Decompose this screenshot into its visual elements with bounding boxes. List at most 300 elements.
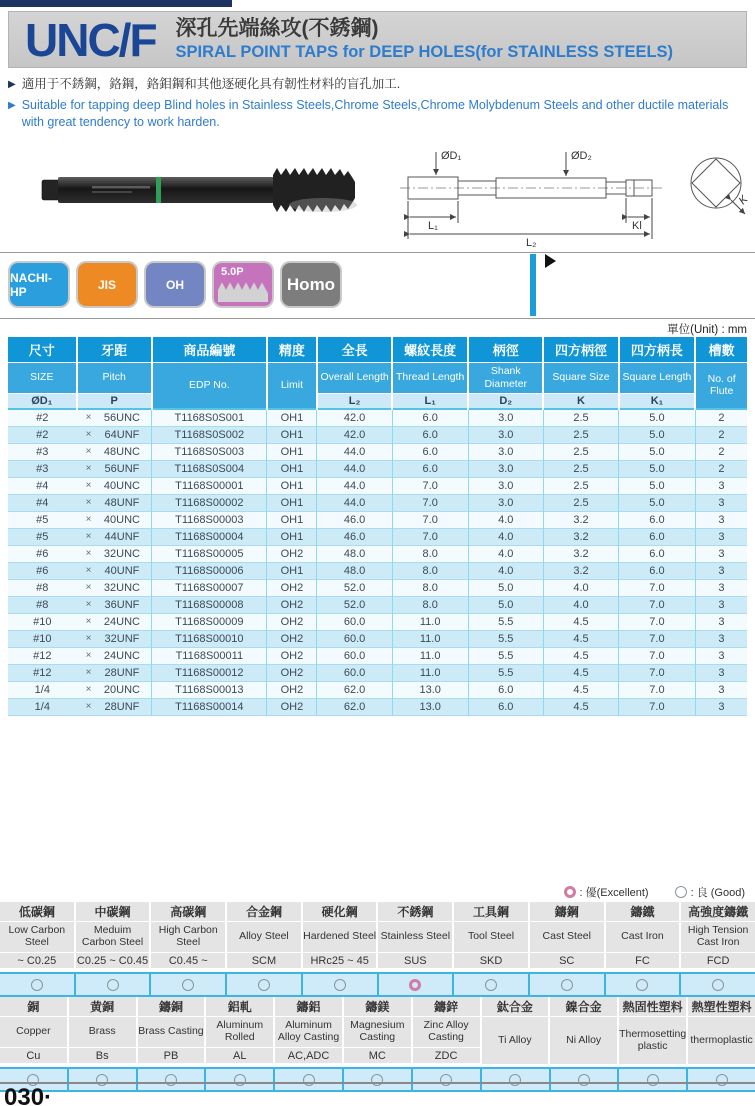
material-column [378, 902, 452, 969]
square-length-cell: 5.0 [619, 443, 696, 460]
flute-cell: 3 [695, 494, 747, 511]
bullet-arrow-icon: ▶ [8, 99, 16, 111]
material-mark-cell [454, 974, 530, 995]
pitch-cell [77, 494, 152, 511]
material-name-en: Ti Alloy [482, 1016, 549, 1064]
material-mark-cell [0, 974, 76, 995]
dim-label-d1: ØD₁ [441, 150, 462, 162]
material-name-zh: 鑄銅 [138, 997, 205, 1016]
col-header-en: Shank Diameter [468, 362, 543, 393]
square-size-cell: 2.5 [543, 426, 618, 443]
flute-cell: 3 [695, 664, 747, 681]
thread-length-cell: 11.0 [392, 664, 468, 681]
table-row [8, 613, 747, 630]
table-row [8, 647, 747, 664]
legend-label: : 良 (Good) [690, 887, 745, 899]
pitch-value [77, 497, 152, 509]
pointer-triangle-icon [545, 254, 556, 268]
bullet-arrow-icon: ▶ [8, 79, 16, 90]
col-header-zh: 四方柄徑 [543, 337, 618, 362]
good-mark-icon [485, 979, 497, 991]
limit-cell: OH2 [267, 698, 317, 715]
size-cell: #5 [8, 528, 77, 545]
limit-cell: OH1 [267, 494, 317, 511]
material-name-en: Low Carbon Steel [0, 921, 74, 952]
square-length-cell: 7.0 [619, 647, 696, 664]
size-cell: #3 [8, 443, 77, 460]
square-size-cell: 2.5 [543, 409, 618, 426]
multiply-sign: × [85, 633, 92, 644]
rating-legend [564, 884, 745, 900]
material-column [275, 997, 342, 1064]
pitch-cell [77, 681, 152, 698]
material-code: AL [206, 1047, 273, 1063]
multiply-sign: × [85, 565, 92, 576]
material-mark-cell [482, 1069, 551, 1090]
material-code: FCD [681, 952, 755, 968]
limit-cell: OH1 [267, 426, 317, 443]
pitch-cell [77, 613, 152, 630]
material-column [550, 997, 617, 1064]
size-cell: #10 [8, 613, 77, 630]
size-cell: #2 [8, 426, 77, 443]
good-mark-icon [561, 979, 573, 991]
square-length-cell: 6.0 [619, 511, 696, 528]
square-length-cell: 5.0 [619, 460, 696, 477]
good-mark-icon [636, 979, 648, 991]
badge-label: OH [166, 277, 184, 292]
overall-length-cell: 60.0 [317, 630, 392, 647]
square-length-cell: 6.0 [619, 528, 696, 545]
material-name-en: Cast Steel [530, 921, 604, 952]
pitch-text: 24UNC [103, 615, 140, 628]
table-row [8, 579, 747, 596]
col-header-zh: 槽數 [695, 337, 747, 362]
shank-dia-cell: 5.5 [468, 664, 543, 681]
pitch-text: 24UNC [103, 649, 140, 662]
material-column [138, 997, 205, 1064]
pitch-cell [77, 545, 152, 562]
pitch-value [77, 514, 152, 526]
multiply-sign: × [85, 684, 92, 695]
thread-length-cell: 8.0 [392, 579, 468, 596]
legend-label: : 優(Excellent) [579, 887, 649, 899]
limit-cell: OH1 [267, 511, 317, 528]
thread-length-cell: 6.0 [392, 443, 468, 460]
limit-cell: OH1 [267, 460, 317, 477]
multiply-sign: × [85, 667, 92, 678]
overall-length-cell: 44.0 [317, 494, 392, 511]
material-name-en: Thermosetting plastic [619, 1016, 686, 1064]
pitch-value [77, 701, 152, 713]
materials-table-nonferrous [0, 997, 755, 1092]
material-name-en: Meduim Carbon Steel [76, 921, 150, 952]
edp-cell: T1168S0S004 [152, 460, 267, 477]
pitch-value [77, 531, 152, 543]
overall-length-cell: 62.0 [317, 681, 392, 698]
col-header-symbol: L₁ [392, 393, 468, 409]
material-column [619, 997, 686, 1064]
square-length-cell: 7.0 [619, 596, 696, 613]
size-cell: #6 [8, 545, 77, 562]
col-header-en: Pitch [77, 362, 152, 393]
flute-cell: 3 [695, 562, 747, 579]
thread-length-cell: 8.0 [392, 562, 468, 579]
square-length-cell: 7.0 [619, 681, 696, 698]
material-column [344, 997, 411, 1064]
thread-length-cell: 13.0 [392, 681, 468, 698]
pitch-text: 56UNF [104, 462, 140, 475]
shank-dia-cell: 4.0 [468, 562, 543, 579]
overall-length-cell: 42.0 [317, 426, 392, 443]
thread-length-cell: 7.0 [392, 511, 468, 528]
material-name-zh: 硬化鋼 [303, 902, 377, 921]
shank-dia-cell: 6.0 [468, 681, 543, 698]
pitch-cell [77, 443, 152, 460]
table-row [8, 409, 747, 426]
pitch-text: 32UNC [103, 547, 140, 560]
col-header-symbol: D₂ [468, 393, 543, 409]
pitch-text: 56UNC [103, 411, 140, 424]
shank-dia-cell: 5.0 [468, 579, 543, 596]
material-name-zh: 鈦合金 [482, 997, 549, 1016]
materials-grid [0, 997, 755, 1064]
pitch-text: 32UNC [103, 581, 140, 594]
pitch-cell [77, 562, 152, 579]
pitch-value [77, 429, 152, 441]
dim-label-l1: L₁ [428, 220, 438, 232]
pitch-text: 48UNF [104, 496, 140, 509]
col-header-zh: 四方柄長 [619, 337, 696, 362]
tap-dimension-drawing [398, 143, 750, 251]
limit-cell: OH2 [267, 596, 317, 613]
material-name-en: High Carbon Steel [151, 921, 225, 952]
material-name-zh: 熱塑性塑料 [688, 997, 755, 1016]
multiply-sign: × [85, 599, 92, 610]
material-mark-cell [151, 974, 227, 995]
material-name-en: Hardened Steel [303, 921, 377, 952]
product-code: UNC/F [25, 13, 156, 66]
spec-table [8, 337, 747, 716]
flute-cell: 2 [695, 460, 747, 477]
overall-length-cell: 60.0 [317, 664, 392, 681]
pitch-value [77, 616, 152, 628]
overall-length-cell: 44.0 [317, 443, 392, 460]
flute-cell: 3 [695, 596, 747, 613]
square-length-cell: 7.0 [619, 630, 696, 647]
material-name-en: Copper [0, 1016, 67, 1047]
limit-cell: OH2 [267, 664, 317, 681]
table-row [8, 426, 747, 443]
edp-cell: T1168S00009 [152, 613, 267, 630]
col-header-en: Thread Length [392, 362, 468, 393]
material-mark-cell [69, 1069, 138, 1090]
legend-good [675, 884, 745, 900]
col-header-en: EDP No. [152, 362, 267, 409]
flute-cell: 3 [695, 579, 747, 596]
material-code: ~ C0.25 [0, 952, 74, 968]
pitch-cell [77, 596, 152, 613]
edp-cell: T1168S00003 [152, 511, 267, 528]
material-name-zh: 不銹鋼 [378, 902, 452, 921]
material-column [688, 997, 755, 1064]
edp-cell: T1168S00013 [152, 681, 267, 698]
overall-length-cell: 60.0 [317, 613, 392, 630]
multiply-sign: × [85, 582, 92, 593]
pitch-cell [77, 426, 152, 443]
edp-cell: T1168S00006 [152, 562, 267, 579]
material-mark-cell [138, 1069, 207, 1090]
edp-cell: T1168S00002 [152, 494, 267, 511]
material-column [206, 997, 273, 1064]
edp-cell: T1168S00012 [152, 664, 267, 681]
dim-label-d2: ØD₂ [571, 150, 592, 162]
unit-note: 單位(Unit) : mm [667, 324, 747, 336]
limit-cell: OH2 [267, 630, 317, 647]
pitch-value [77, 633, 152, 645]
size-cell: #3 [8, 460, 77, 477]
col-header-en: Limit [267, 362, 317, 409]
material-code: SKD [454, 952, 528, 968]
badge-oh [144, 261, 206, 308]
shank-dia-cell: 3.0 [468, 494, 543, 511]
material-name-en: Zinc Alloy Casting [413, 1016, 480, 1047]
material-name-zh: 高碳鋼 [151, 902, 225, 921]
pitch-value [77, 565, 152, 577]
multiply-sign: × [85, 446, 92, 457]
pitch-value [77, 667, 152, 679]
multiply-sign: × [85, 548, 92, 559]
material-code: AC,ADC [275, 1047, 342, 1063]
good-mark-icon [107, 979, 119, 991]
overall-length-cell: 44.0 [317, 460, 392, 477]
size-cell: 1/4 [8, 698, 77, 715]
material-code: MC [344, 1047, 411, 1063]
material-column [227, 902, 301, 969]
badge-jis [76, 261, 138, 308]
shank-dia-cell: 4.0 [468, 528, 543, 545]
col-header-zh: 商品編號 [152, 337, 267, 362]
pitch-cell [77, 664, 152, 681]
badge-label: NACHI-HP [10, 270, 52, 299]
pitch-value [77, 446, 152, 458]
multiply-sign: × [85, 480, 92, 491]
flute-cell: 3 [695, 511, 747, 528]
material-name-zh: 鎳合金 [550, 997, 617, 1016]
material-mark-cell [344, 1069, 413, 1090]
material-name-zh: 銅 [0, 997, 67, 1016]
overall-length-cell: 48.0 [317, 545, 392, 562]
title-chinese: 深孔先端絲攻(不銹鋼) [175, 17, 379, 41]
material-code: Bs [69, 1047, 136, 1063]
col-header-zh: 牙距 [77, 337, 152, 362]
size-cell: #12 [8, 664, 77, 681]
material-column [0, 997, 67, 1064]
badge-label: JIS [97, 277, 116, 292]
material-code: SC [530, 952, 604, 968]
flute-cell: 3 [695, 477, 747, 494]
material-code: PB [138, 1047, 205, 1063]
material-name-zh: 黄銅 [69, 997, 136, 1016]
square-size-cell: 2.5 [543, 494, 618, 511]
pitch-text: 40UNC [103, 513, 140, 526]
square-size-cell: 3.2 [543, 528, 618, 545]
table-row [8, 494, 747, 511]
legend-excellent [564, 884, 649, 900]
limit-cell: OH1 [267, 528, 317, 545]
pitch-cell [77, 460, 152, 477]
shank-dia-cell: 3.0 [468, 460, 543, 477]
material-mark-cell [530, 974, 606, 995]
square-size-cell: 2.5 [543, 460, 618, 477]
overall-length-cell: 52.0 [317, 579, 392, 596]
material-name-en: thermoplastic [688, 1016, 755, 1064]
size-cell: #12 [8, 647, 77, 664]
thread-length-cell: 6.0 [392, 460, 468, 477]
material-column [681, 902, 755, 969]
flute-cell: 2 [695, 409, 747, 426]
col-header-en: Square Size [543, 362, 618, 393]
overall-length-cell: 46.0 [317, 511, 392, 528]
good-mark-icon [31, 979, 43, 991]
pitch-cell [77, 698, 152, 715]
materials-table-steels [0, 902, 755, 997]
col-header-zh: 柄徑 [468, 337, 543, 362]
good-mark-icon [712, 979, 724, 991]
multiply-sign: × [85, 531, 92, 542]
size-cell: #4 [8, 494, 77, 511]
pitch-text: 48UNC [103, 445, 140, 458]
pitch-cell [77, 409, 152, 426]
size-cell: #6 [8, 562, 77, 579]
pitch-text: 36UNF [104, 598, 140, 611]
shank-dia-cell: 6.0 [468, 698, 543, 715]
multiply-sign: × [85, 412, 92, 424]
excellent-mark-icon [564, 886, 576, 898]
flute-cell: 3 [695, 698, 747, 715]
pitch-text: 40UNF [104, 564, 140, 577]
square-size-cell: 4.5 [543, 698, 618, 715]
material-name-zh: 低碳鋼 [0, 902, 74, 921]
good-mark-icon [182, 979, 194, 991]
size-cell: #4 [8, 477, 77, 494]
limit-cell: OH2 [267, 545, 317, 562]
limit-cell: OH1 [267, 562, 317, 579]
overall-length-cell: 46.0 [317, 528, 392, 545]
material-name-zh: 鑄鐵 [606, 902, 680, 921]
pitch-cell [77, 630, 152, 647]
thread-length-cell: 6.0 [392, 426, 468, 443]
material-name-en: Stainless Steel [378, 921, 452, 952]
edp-cell: T1168S00007 [152, 579, 267, 596]
page-banner [8, 11, 747, 68]
pitch-cell [77, 528, 152, 545]
material-code: HRc25 ~ 45 [303, 952, 377, 968]
col-header-symbol: ØD₁ [8, 393, 77, 409]
square-size-cell: 4.0 [543, 579, 618, 596]
excellent-mark-icon [409, 979, 421, 991]
banner-titles [176, 17, 674, 61]
overall-length-cell: 62.0 [317, 698, 392, 715]
thread-length-cell: 7.0 [392, 494, 468, 511]
edp-cell: T1168S00014 [152, 698, 267, 715]
material-mark-cell [688, 1069, 755, 1090]
material-mark-cell [206, 1069, 275, 1090]
multiply-sign: × [85, 514, 92, 525]
material-name-zh: 鑄鋼 [530, 902, 604, 921]
dim-label-kl: Kl [632, 220, 642, 232]
section-blue-bar [530, 254, 536, 316]
table-row [8, 511, 747, 528]
material-name-zh: 合金鋼 [227, 902, 301, 921]
square-length-cell: 7.0 [619, 664, 696, 681]
multiply-sign: × [85, 429, 92, 440]
material-column [413, 997, 480, 1064]
square-length-cell: 7.0 [619, 698, 696, 715]
multiply-sign: × [85, 497, 92, 508]
flute-cell: 3 [695, 681, 747, 698]
overall-length-cell: 42.0 [317, 409, 392, 426]
size-cell: #5 [8, 511, 77, 528]
pitch-text: 20UNC [103, 683, 140, 696]
shank-dia-cell: 3.0 [468, 409, 543, 426]
table-row [8, 681, 747, 698]
good-mark-icon [675, 886, 687, 898]
size-cell: #10 [8, 630, 77, 647]
square-length-cell: 5.0 [619, 426, 696, 443]
material-name-zh: 高強度鑄鐵 [681, 902, 755, 921]
badge-homo [280, 261, 342, 308]
material-mark-cell [681, 974, 755, 995]
pitch-value [77, 650, 152, 662]
square-size-cell: 3.2 [543, 545, 618, 562]
limit-cell: OH2 [267, 579, 317, 596]
material-name-en: Magnesium Casting [344, 1016, 411, 1047]
limit-cell: OH2 [267, 647, 317, 664]
badge-row [8, 261, 342, 308]
edp-cell: T1168S0S003 [152, 443, 267, 460]
table-row [8, 528, 747, 545]
shank-dia-cell: 3.0 [468, 426, 543, 443]
square-size-cell: 3.2 [543, 562, 618, 579]
material-code: FC [606, 952, 680, 968]
shank-dia-cell: 3.0 [468, 477, 543, 494]
bullet-chinese-text: 適用于不銹鋼，鉻鋼，鉻鉬鋼和其他逐硬化具有韌性材料的盲孔加工. [21, 77, 401, 91]
limit-cell: OH2 [267, 681, 317, 698]
edp-cell: T1168S00011 [152, 647, 267, 664]
square-length-cell: 7.0 [619, 613, 696, 630]
shank-dia-cell: 5.5 [468, 647, 543, 664]
table-row [8, 664, 747, 681]
flute-cell: 2 [695, 426, 747, 443]
material-code: Cu [0, 1047, 67, 1063]
pitch-value [77, 684, 152, 696]
square-length-cell: 7.0 [619, 579, 696, 596]
bullet-english-text: Suitable for tapping deep Blind holes in Stainless Steels,Chrome Steels,Chrome Molybdenum Steels and other ductile materials with great tendency to work harden. [21, 97, 729, 129]
edp-cell: T1168S00001 [152, 477, 267, 494]
overall-length-cell: 60.0 [317, 647, 392, 664]
pitch-text: 40UNC [103, 479, 140, 492]
limit-cell: OH1 [267, 409, 317, 426]
material-mark-cell [76, 974, 152, 995]
material-code: SCM [227, 952, 301, 968]
col-header-symbol: K [543, 393, 618, 409]
edp-cell: T1168S0S002 [152, 426, 267, 443]
thread-length-cell: 11.0 [392, 647, 468, 664]
thread-length-cell: 6.0 [392, 409, 468, 426]
badge-label: Homo [286, 274, 336, 294]
material-code: SUS [378, 952, 452, 968]
